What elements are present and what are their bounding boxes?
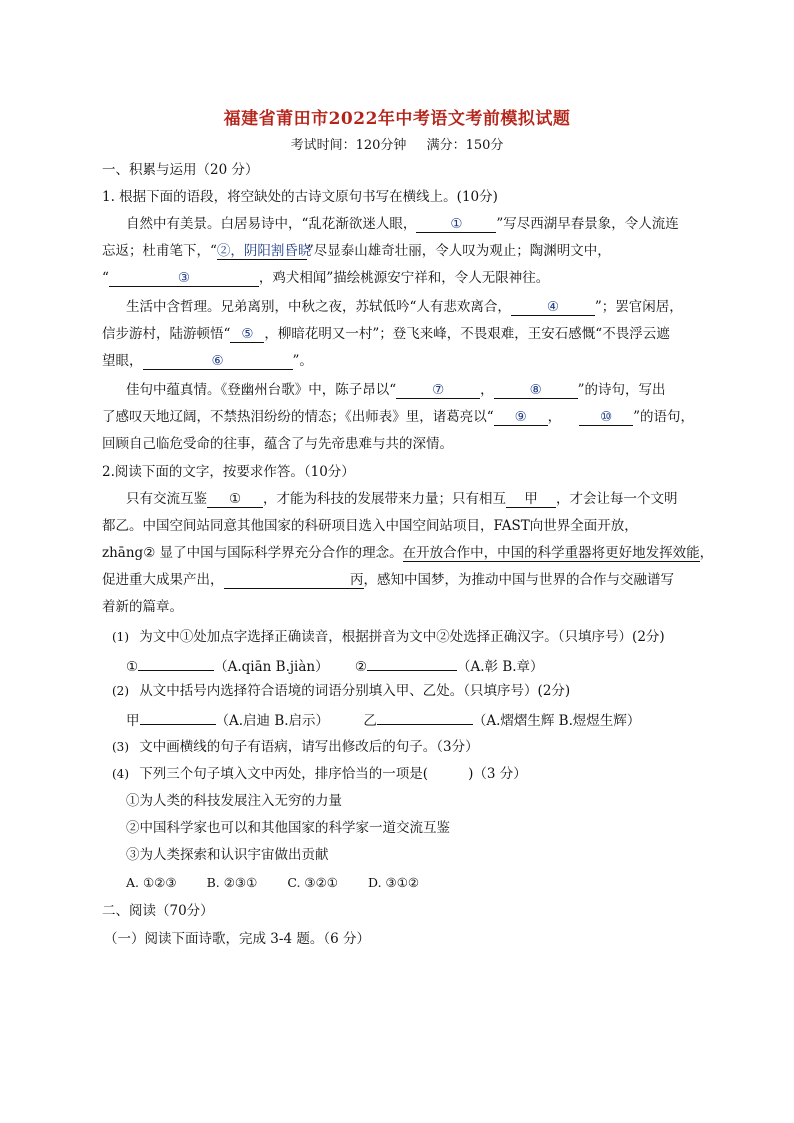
blank-8[interactable]: ⑧ — [494, 382, 578, 399]
choice-a[interactable]: A. ①②③ — [126, 875, 177, 890]
q1-p3-line1: 佳句中蕴真情。《登幽州台歌》中，陈子昂以“ ⑦ ， ⑧ ”的诗句，写出 — [126, 382, 666, 398]
section2-sub1: （一）阅读下面诗歌，完成 3-4 题。（6 分） — [104, 931, 370, 947]
blank-q2-bing[interactable]: 丙 — [224, 572, 364, 589]
choice-c[interactable]: C. ③②① — [287, 875, 339, 890]
blank-q2-1[interactable]: ① — [207, 491, 263, 508]
blank-4[interactable]: ④ — [511, 299, 595, 316]
blank-9[interactable]: ⑨ — [494, 409, 548, 426]
q1-p2-line3: 望眼， ⑥ ”。 — [102, 353, 313, 369]
exam-info — [0, 134, 794, 153]
q2-sub4-item-3: ③为人类探索和认识宇宙做出贡献 — [126, 847, 329, 863]
q1-p2-line2: 信步游村，陆游顿悟“ ⑤ ，柳暗花明又一村”；登飞来峰，不畏艰难，王安石感慨“不畏浮云遮 — [102, 326, 670, 342]
exam-score: 满分：150分 — [426, 138, 504, 153]
q1-p3-line3: 回顾自己临危受命的往事，蕴含了与先帝患难与共的深情。 — [102, 436, 453, 452]
choice-b[interactable]: B. ②③① — [206, 875, 258, 890]
q1-p2-line1: 生活中含哲理。兄弟离别，中秋之夜，苏轼低吟“人有悲欢离合， ④ ”；罢官闲居， — [126, 299, 683, 315]
answer-2-jia[interactable] — [140, 708, 216, 725]
blank-10[interactable]: ⑩ — [579, 409, 633, 426]
q2-sub1: (1) 为文中①处加点字选择正确读音，根据拼音为文中②处选择正确汉字。（只填序号）(2分) — [112, 629, 665, 645]
q1-p3-line2: 了感叹天地辽阔，不禁热泪纷纷的情态；《出师表》里，诸葛亮以“ ⑨ ， ⑩ ”的语句， — [102, 409, 695, 425]
choice-d[interactable]: D. ③①② — [368, 875, 420, 890]
q2-sub4-choices — [126, 873, 726, 893]
q1-p1-line2: 忘返；杜甫笔下，“②，阴阳割昏晓”尽显泰山雄奇壮丽，令人叹为观止；陶渊明文中， — [102, 243, 611, 259]
q2-sub4: (4) 下列三个句子填入文中丙处，排序恰当的一项是( )（3 分） — [112, 766, 527, 782]
q1-p1-line1: 自然中有美景。白居易诗中，“乱花渐欲迷人眼， ① ”写尽西湖早春景象，令人流连 — [126, 216, 679, 232]
blank-5[interactable]: ⑤ — [230, 326, 264, 343]
underlined-sentence: 在开放合作中，中国的科学重器将更好地发挥效能 — [402, 545, 700, 561]
q2-sub2: (2) 从文中括号内选择符合语境的词语分别填入甲、乙处。（只填序号）(2分) — [112, 683, 571, 699]
q2-p-line1: 只有交流互鉴 ① ，才能为科技的发展带来力量；只有相互 甲 ，才会让每一个文明 — [126, 491, 678, 507]
q2-p-line5: 着新的篇章。 — [102, 599, 183, 615]
section2-heading: 二、阅读（70分） — [102, 903, 214, 919]
q1-stem: 1. 根据下面的语段，将空缺处的古诗文原句书写在横线上。(10分) — [102, 189, 498, 205]
blank-3[interactable]: ③ — [109, 270, 259, 287]
q1-p1-line3: “ ③ ，鸡犬相闻”描绘桃源安宁祥和，令人无限神往。 — [102, 270, 550, 286]
exam-time: 考试时间：120分钟 — [290, 138, 407, 153]
blank-1[interactable]: ① — [416, 216, 496, 233]
q2-sub1-options: ① （A.qiān B.jiàn） ② （A.彰 B.章） — [126, 654, 726, 677]
section1-heading: 一、积累与运用（20 分） — [102, 162, 259, 178]
q2-sub4-item-2: ②中国科学家也可以和其他国家的科学家一道交流互鉴 — [126, 820, 450, 836]
q2-p-line2: 都乙。中国空间站同意其他国家的科研项目选入中国空间站项目，FAST向世界全面开放， — [102, 518, 638, 534]
q2-sub2-options: 甲 （A.启迪 B.启示） 乙 （A.熠熠生辉 B.煜煜生辉） — [126, 708, 726, 731]
answer-1-1[interactable] — [138, 654, 214, 671]
blank-7[interactable]: ⑦ — [396, 382, 480, 399]
q2-p-line3: zhāng② 显了中国与国际科学界充分合作的理念。在开放合作中，中国的科学重器将更好地发挥效能， — [102, 545, 714, 561]
q2-sub3: (3) 文中画横线的句子有语病，请写出修改后的句子。（3分） — [112, 739, 479, 755]
page-title: 福建省莆田市2022年中考语文考前模拟试题 — [223, 109, 571, 129]
q2-stem: 2.阅读下面的文字，按要求作答。（10分） — [102, 464, 355, 480]
answer-1-2[interactable] — [367, 654, 457, 671]
blank-6[interactable]: ⑥ — [143, 353, 293, 370]
answer-2-yi[interactable] — [377, 708, 473, 725]
q2-sub4-item-1: ①为人类的科技发展注入无穷的力量 — [126, 793, 342, 809]
blank-2[interactable]: ②，阴阳割昏晓 — [216, 243, 312, 259]
q2-p-line4: 促进重大成果产出， 丙，感知中国梦，为推动中国与世界的合作与交融谱写 — [102, 572, 674, 588]
blank-q2-jia[interactable]: 甲 — [506, 491, 556, 508]
